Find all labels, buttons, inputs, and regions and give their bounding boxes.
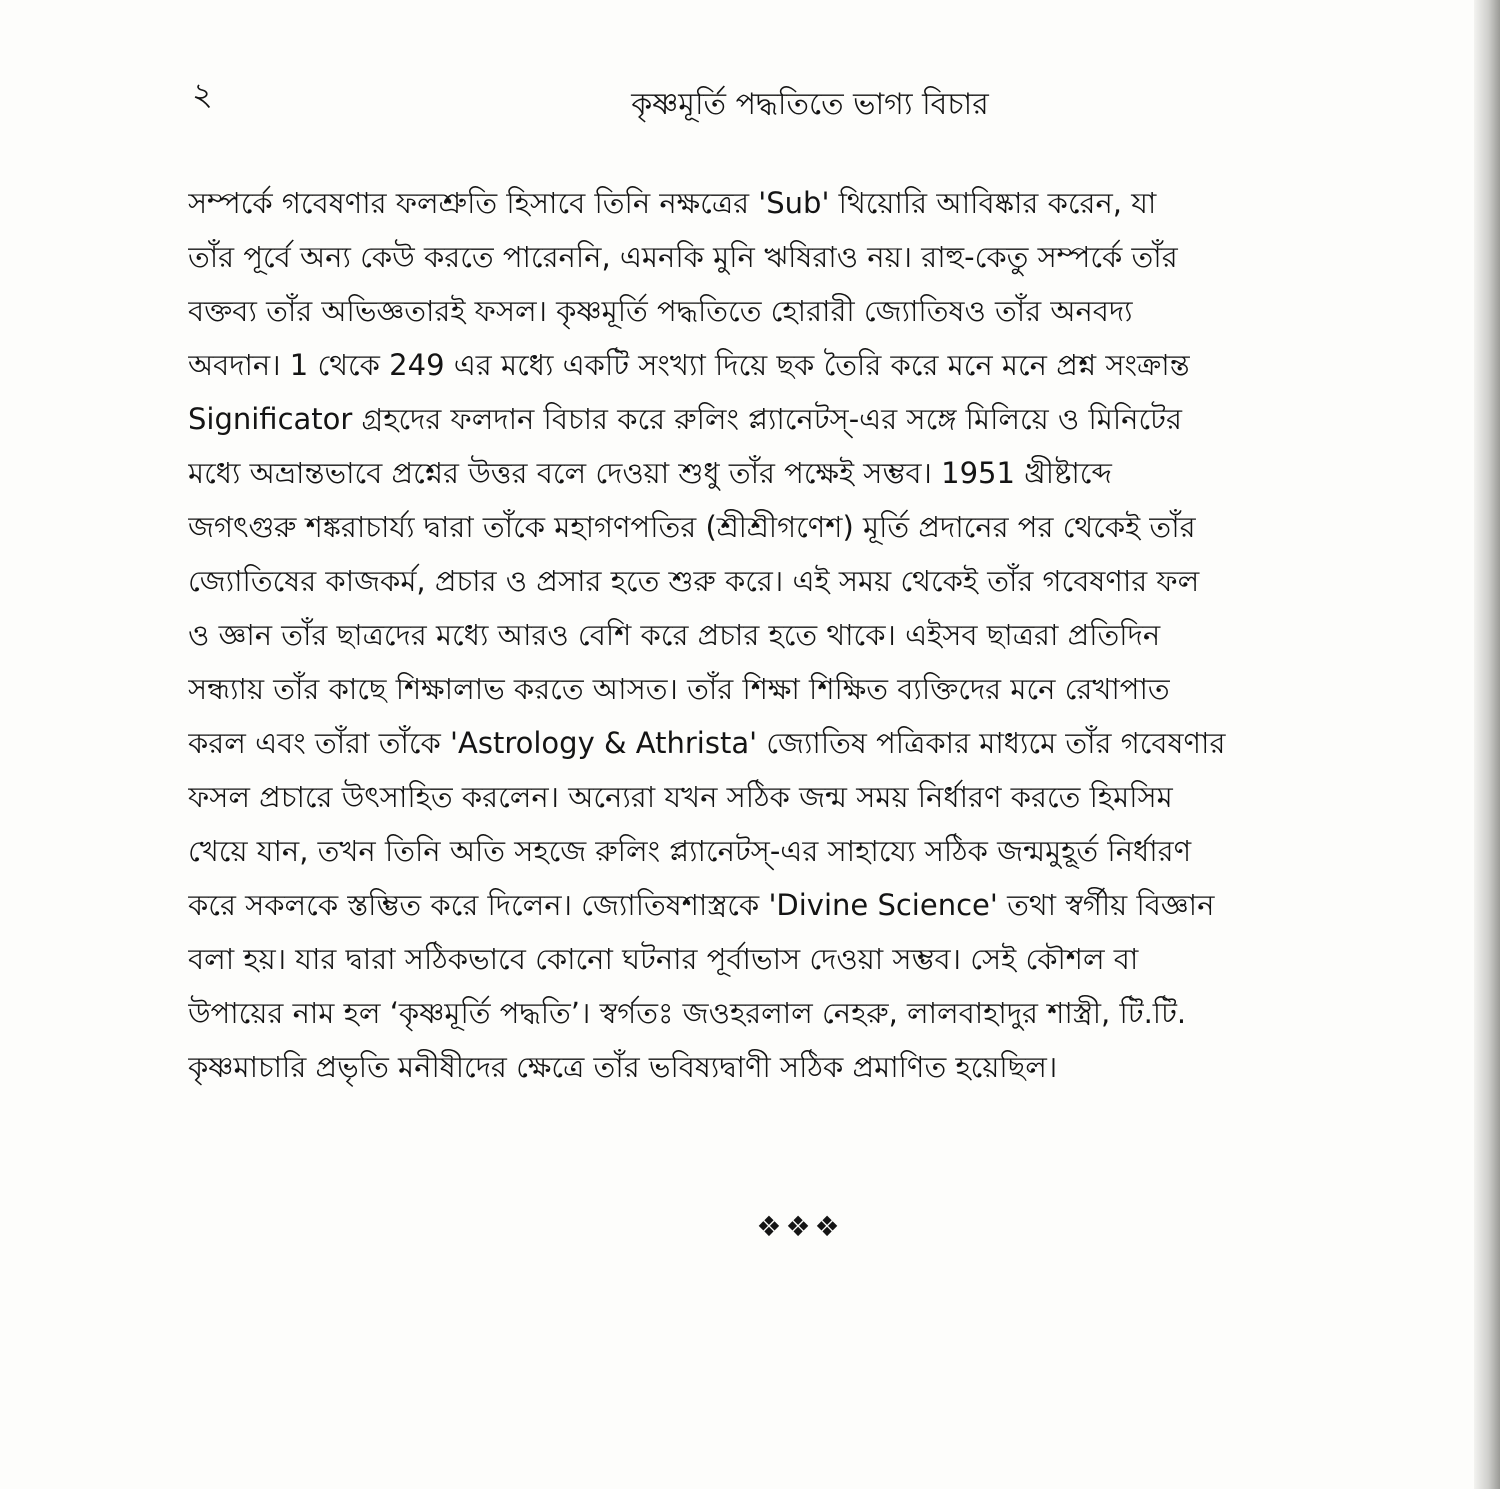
text-line: করে সকলকে স্তম্ভিত করে দিলেন। জ্যোতিষশাস্ত্রকে 'Divine Science' তথা স্বর্গীয় বিজ্ঞান xyxy=(188,888,1215,922)
text-line: করল এবং তাঁরা তাঁকে 'Astrology & Athrista' জ্যোতিষ পত্রিকার মাধ্যমে তাঁর গবেষণার xyxy=(188,726,1226,760)
text-line: কৃষ্ণমাচারি প্রভৃতি মনীষীদের ক্ষেত্রে তাঁর ভবিষ্যদ্বাণী সঠিক প্রমাণিত হয়েছিল। xyxy=(188,1050,1058,1084)
page-number: ২ xyxy=(192,75,213,113)
text-line: অবদান। 1 থেকে 249 এর মধ্যে একটি সংখ্যা দিয়ে ছক তৈরি করে মনে মনে প্রশ্ন সংক্রান্ত xyxy=(188,348,1190,382)
text-line: ও জ্ঞান তাঁর ছাত্রদের মধ্যে আরও বেশি করে প্রচার হতে থাকে। এইসব ছাত্ররা প্রতিদিন xyxy=(188,618,1161,652)
body-paragraph xyxy=(188,176,1412,1094)
section-end-ornament: ❖❖❖ xyxy=(756,1210,844,1243)
text-line: বলা হয়। যার দ্বারা সঠিকভাবে কোনো ঘটনার পূর্বাভাস দেওয়া সম্ভব। সেই কৌশল বা xyxy=(188,942,1139,976)
page-edge-shadow xyxy=(1474,0,1500,1489)
text-line: জগৎগুরু শঙ্করাচার্য্য দ্বারা তাঁকে মহাগণপতির (শ্রীশ্রীগণেশ) মূর্তি প্রদানের পর থেকেই তাঁর xyxy=(188,510,1196,544)
text-line: বক্তব্য তাঁর অভিজ্ঞতারই ফসল। কৃষ্ণমূর্তি পদ্ধতিতে হোরারী জ্যোতিষও তাঁর অনবদ্য xyxy=(188,294,1133,328)
text-line: মধ্যে অভ্রান্তভাবে প্রশ্নের উত্তর বলে দেওয়া শুধু তাঁর পক্ষেই সম্ভব। 1951 খ্রীষ্টাব্দে xyxy=(188,456,1112,490)
text-line: Significator গ্রহদের ফলদান বিচার করে রুলিং প্ল্যানেটস্-এর সঙ্গে মিলিয়ে ও মিনিটের xyxy=(188,402,1182,436)
text-line: খেয়ে যান, তখন তিনি অতি সহজে রুলিং প্ল্যানেটস্-এর সাহায্যে সঠিক জন্মমুহূর্ত নির্ধারণ xyxy=(188,834,1192,868)
text-line: সন্ধ্যায় তাঁর কাছে শিক্ষালাভ করতে আসত। তাঁর শিক্ষা শিক্ষিত ব্যক্তিদের মনে রেখাপাত xyxy=(188,672,1170,706)
text-line: জ্যোতিষের কাজকর্ম, প্রচার ও প্রসার হতে শুরু করে। এই সময় থেকেই তাঁর গবেষণার ফল xyxy=(188,564,1200,598)
running-header: কৃষ্ণমূর্তি পদ্ধতিতে ভাগ্য বিচার xyxy=(631,87,989,122)
text-line: সম্পর্কে গবেষণার ফলশ্রুতি হিসাবে তিনি নক্ষত্রের 'Sub' থিয়োরি আবিষ্কার করেন, যা xyxy=(188,186,1157,220)
text-line: উপায়ের নাম হল ‘কৃষ্ণমূর্তি পদ্ধতি’। স্বর্গতঃ জওহরলাল নেহরু, লালবাহাদুর শাস্ত্রী, টি.টি. xyxy=(188,996,1187,1030)
text-line: ফসল প্রচারে উৎসাহিত করলেন। অন্যেরা যখন সঠিক জন্ম সময় নির্ধারণ করতে হিমসিম xyxy=(188,780,1173,814)
text-line: তাঁর পূর্বে অন্য কেউ করতে পারেননি, এমনকি মুনি ঋষিরাও নয়। রাহু-কেতু সম্পর্কে তাঁর xyxy=(188,240,1178,274)
